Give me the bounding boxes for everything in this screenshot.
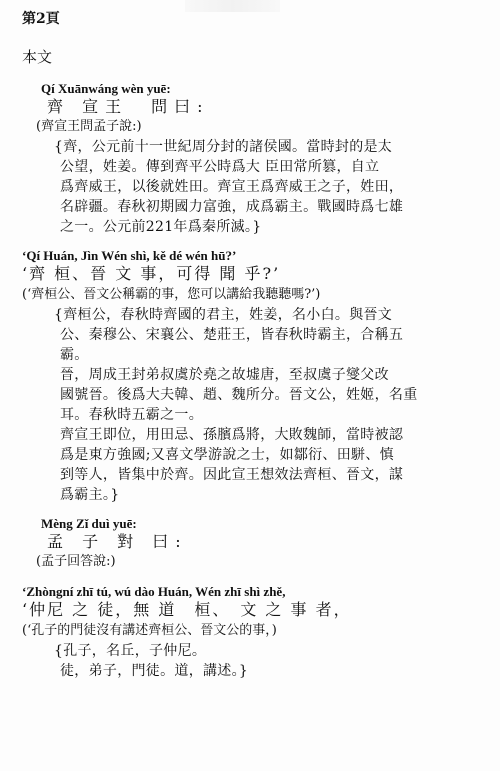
translation-line: (孟子回答說:)	[36, 554, 116, 569]
note-line: 耳。春秋時五霸之一。	[60, 407, 203, 423]
note-line: 齊宣王即位，用田忌、孫臏爲將，大敗魏師，當時被認	[60, 427, 404, 443]
note-line: 爲是東方強國;又喜文學游說之士，如鄒衍、田駢、慎	[60, 447, 394, 463]
page-label: 第2頁	[22, 11, 60, 27]
note-line: 到等人，皆集中於齊。因此宣王想效法齊桓、晉文，謀	[60, 467, 404, 483]
pinyin-line: ‘Zhòngní zhī tú, wú dào Huán, Wén zhī shì zhě,	[22, 584, 286, 599]
pinyin-line: Qí Xuānwáng wèn yuē:	[41, 81, 171, 96]
translation-line: (齊宣王問孟子說:)	[36, 119, 142, 134]
translation-line: (‘齊桓公、晉文公稱霸的事，您可以講給我聽聽嗎?’)	[22, 287, 321, 302]
note-line: 公、秦穆公、宋襄公、楚莊王，皆春秋時霸主，合稱五	[60, 327, 404, 343]
note-line: 霸。	[60, 347, 89, 363]
note-line: 晉，周成王封弟叔虞於堯之故墟唐，至叔虞子燮父改	[60, 367, 389, 383]
section-title: 本文	[22, 48, 53, 66]
note-line: {齊，公元前十一世紀周分封的諸侯國。當時封的是太	[54, 139, 393, 155]
pinyin-line: ‘Qí Huán, Jìn Wén shì, kě dé wén hū?’	[22, 248, 237, 263]
note-line: 名辟疆。春秋初期國力富強，成爲霸主。戰國時爲七雄	[60, 199, 404, 215]
note-line: {齊桓公，春秋時齊國的君主，姓姜，名小白。與晉文	[54, 307, 393, 323]
pinyin-line: Mèng Zǐ duì yuē:	[41, 516, 137, 531]
chinese-line: ‘齊 桓、晉 文 事，可得 聞 乎?’	[22, 264, 281, 283]
chinese-line: ‘仲尼 之 徒，無 道 桓、 文 之 事 者，	[22, 600, 352, 619]
translation-line: (‘孔子的門徒沒有講述齊桓公、晉文公的事，)	[22, 623, 277, 638]
scan-artifact	[185, 0, 280, 12]
note-line: 公望，姓姜。傳到齊平公時爲大 臣田常所篡，自立	[60, 159, 380, 175]
chinese-line: 孟 子 對 曰:	[47, 532, 188, 551]
note-line: 徒，弟子，門徒。道，講述。}	[60, 663, 249, 679]
note-line: 爲霸主。}	[60, 487, 120, 503]
note-line: 之一。公元前221年爲秦所滅。}	[60, 219, 262, 235]
note-line: 爲齊威王，以後就姓田。齊宣王爲齊威王之子，姓田，	[60, 179, 404, 195]
note-line: 國號晉。後爲大夫韓、趙、魏所分。晉文公，姓姬，名重	[60, 387, 418, 403]
chinese-line: 齊 宣王 問曰:	[47, 97, 210, 116]
note-line: {孔子，名丘，子仲尼。	[54, 643, 207, 659]
